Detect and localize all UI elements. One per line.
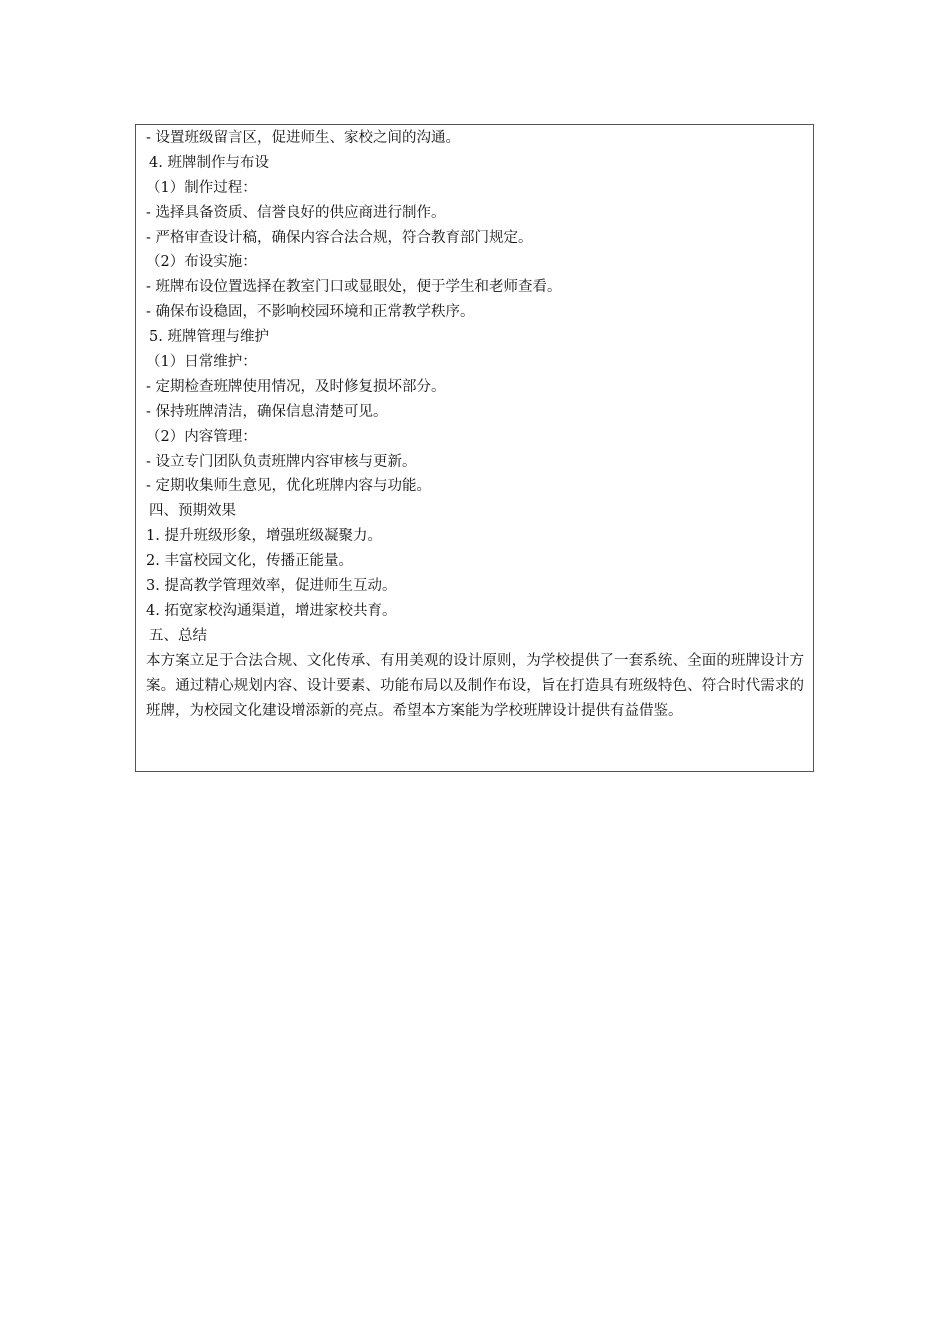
numbered-item: 3. 提高教学管理效率，促进师生互动。 [146,578,397,595]
bullet-line: - 严格审查设计稿，确保内容合法合规，符合教育部门规定。 [146,229,533,246]
bullet-line: - 确保布设稳固，不影响校园环境和正常教学秩序。 [146,304,475,321]
bullet-line: - 定期检查班牌使用情况，及时修复损坏部分。 [146,378,446,395]
numbered-item: 1. 提升班级形象，增强班级凝聚力。 [146,528,382,545]
bullet-line: - 保持班牌清洁，确保信息清楚可见。 [146,403,388,420]
subsection-heading: （2）内容管理： [146,428,257,445]
section-heading: 4. 班牌制作与布设 [149,154,269,171]
bullet-line: - 定期收集师生意见，优化班牌内容与功能。 [146,478,432,495]
content-table-cell [135,124,814,772]
chapter-heading: 五、总结 [149,627,207,644]
bullet-line: - 设立专门团队负责班牌内容审核与更新。 [146,453,417,470]
subsection-heading: （1）制作过程： [146,179,257,196]
bullet-line: - 班牌布设位置选择在教室门口或显眼处，便于学生和老师查看。 [146,279,562,296]
subsection-heading: （1）日常维护： [146,354,257,371]
section-heading: 5. 班牌管理与维护 [149,329,269,346]
bullet-line: - 设置班级留言区，促进师生、家校之间的沟通。 [146,130,461,146]
chapter-heading: 四、预期效果 [149,503,236,520]
bullet-line: - 选择具备资质、信誉良好的供应商进行制作。 [146,204,446,221]
numbered-item: 4. 拓宽家校沟通渠道，增进家校共育。 [146,602,397,619]
numbered-item: 2. 丰富校园文化，传播正能量。 [146,553,353,570]
summary-paragraph: 本方案立足于合法合规、文化传承、有用美观的设计原则，为学校提供了一套系统、全面的班牌设计方案。通过精心规划内容、设计要素、功能布局以及制作布设，旨在打造具有班级特色、符合时代需求的班牌，为校园文化建设增添新的亮点。希望本方案能为学校班牌设计提供有益借鉴。 [146,652,804,719]
subsection-heading: （2）布设实施： [146,254,257,271]
